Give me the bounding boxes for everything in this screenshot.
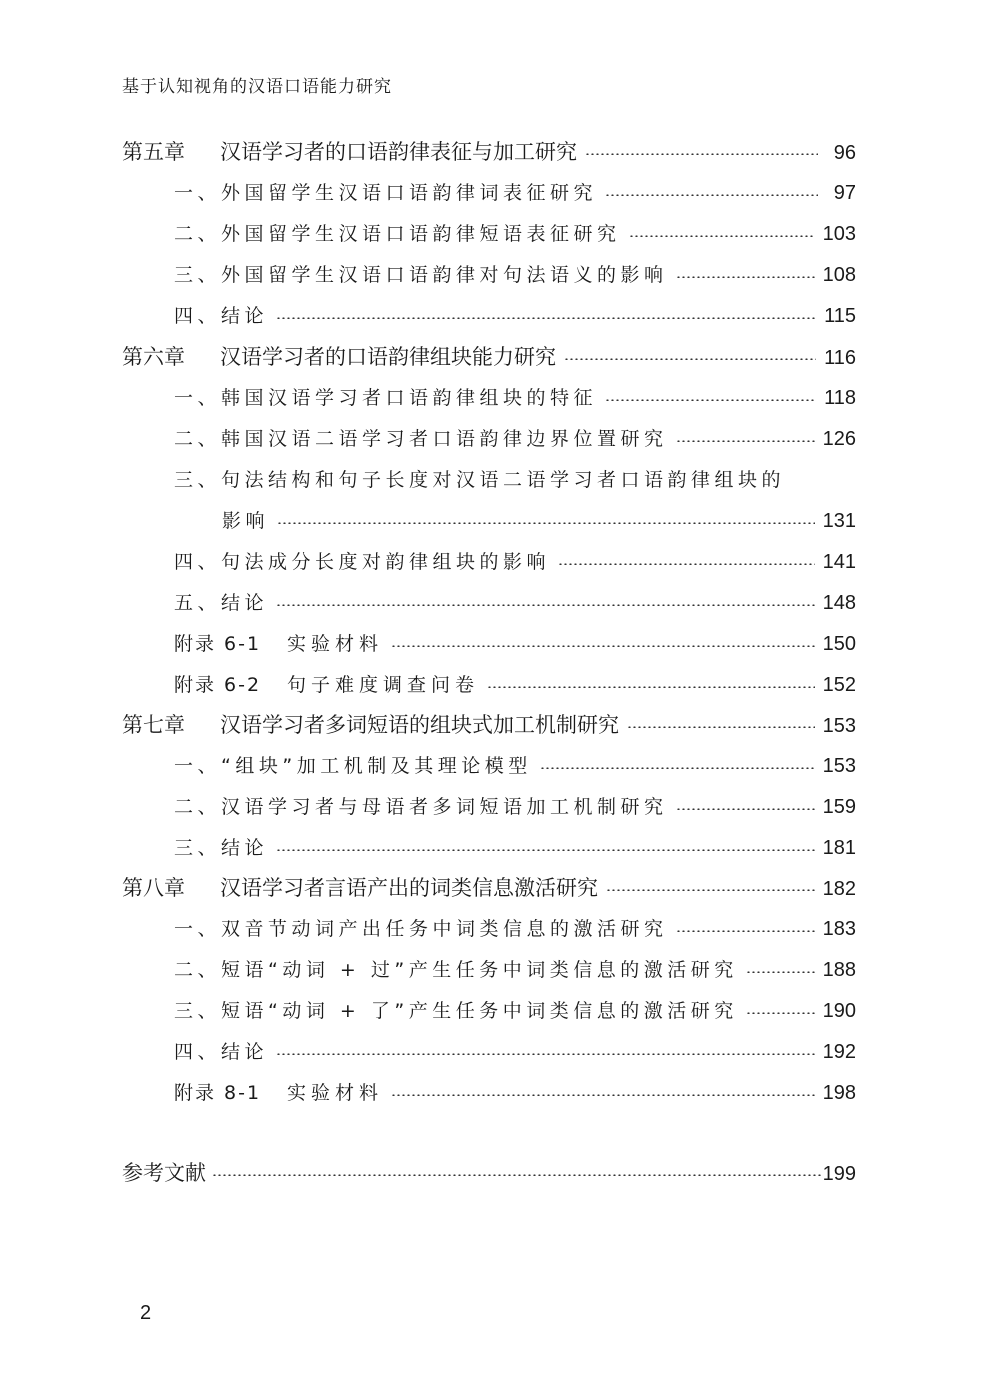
toc-entry[interactable]	[174, 1037, 856, 1067]
page-ref: 153	[822, 715, 856, 737]
entry-title: 句子难度调查问卷	[287, 674, 480, 696]
page-ref: 96	[833, 142, 856, 164]
dot-leader	[605, 194, 818, 196]
page-ref: 126	[822, 428, 856, 450]
entry-title: 汉语学习者与母语者多词短语加工机制研究	[221, 796, 668, 818]
entry-title: 结论	[221, 1041, 269, 1063]
dot-leader	[212, 1174, 821, 1176]
toc-entry-chapter-6[interactable]	[122, 342, 856, 372]
dot-leader	[487, 686, 815, 688]
entry-title: 实验材料	[287, 1082, 384, 1104]
page-ref: 115	[824, 305, 856, 327]
dot-leader	[276, 317, 816, 319]
section-number: 四、	[174, 551, 222, 573]
dot-leader	[676, 930, 815, 932]
toc-entry[interactable]	[174, 219, 856, 249]
entry-title: “组块”加工机制及其理论模型	[221, 755, 532, 777]
page-ref: 183	[822, 918, 856, 940]
page-ref: 108	[822, 264, 856, 286]
page-ref: 159	[822, 796, 856, 818]
section-number: 一、	[174, 755, 222, 777]
entry-title: 句法结构和句子长度对汉语二语学习者口语韵律组块的	[221, 469, 786, 491]
page-ref: 182	[822, 878, 856, 900]
toc-entry[interactable]	[174, 914, 856, 944]
page-ref: 192	[822, 1041, 856, 1063]
entry-title: 结论	[221, 305, 269, 327]
dot-leader	[558, 563, 815, 565]
toc-entry-multiline[interactable]	[174, 465, 814, 495]
chapter-number: 第八章	[122, 876, 185, 900]
entry-title: 结论	[221, 592, 269, 614]
page-ref: 148	[822, 592, 856, 614]
section-number: 一、	[174, 182, 222, 204]
page-ref: 198	[822, 1082, 856, 1104]
toc-entry[interactable]	[174, 178, 856, 208]
section-number: 一、	[174, 918, 222, 940]
entry-title: 结论	[221, 837, 269, 859]
page-ref: 103	[822, 223, 856, 245]
toc-entry-references[interactable]	[122, 1158, 856, 1188]
toc-entry-continuation[interactable]	[222, 506, 856, 536]
toc-entry[interactable]	[174, 383, 856, 413]
page-ref: 153	[822, 755, 856, 777]
entry-title: 外国留学生汉语口语韵律词表征研究	[221, 182, 598, 204]
chapter-number: 第七章	[122, 713, 185, 737]
page-number: 2	[140, 1302, 152, 1324]
dot-leader	[629, 235, 815, 237]
toc-entry[interactable]	[174, 955, 856, 985]
entry-title: 汉语学习者言语产出的词类信息激活研究	[220, 876, 598, 900]
section-number: 三、	[174, 469, 222, 491]
toc-entry[interactable]	[174, 996, 856, 1026]
section-number: 四、	[174, 1041, 222, 1063]
toc-entry[interactable]	[174, 792, 856, 822]
page-ref: 190	[822, 1000, 856, 1022]
page-ref: 118	[824, 387, 856, 409]
toc-entry-appendix[interactable]	[174, 670, 856, 700]
section-number: 四、	[174, 305, 222, 327]
section-number: 一、	[174, 387, 222, 409]
entry-title: 短语“动词 + 过”产生任务中词类信息的激活研究	[221, 959, 738, 981]
page-ref: 97	[833, 182, 856, 204]
dot-leader	[676, 808, 815, 810]
toc-entry-chapter-5[interactable]	[122, 137, 856, 167]
section-number: 二、	[174, 959, 222, 981]
entry-title: 韩国汉语二语学习者口语韵律边界位置研究	[221, 428, 668, 450]
page-ref: 141	[822, 551, 856, 573]
entry-title: 双音节动词产出任务中词类信息的激活研究	[221, 918, 668, 940]
toc-entry[interactable]	[174, 833, 856, 863]
dot-leader	[276, 604, 815, 606]
page-ref: 150	[822, 633, 856, 655]
entry-title: 汉语学习者多词短语的组块式加工机制研究	[220, 713, 619, 737]
page-ref: 199	[822, 1163, 856, 1185]
dot-leader	[276, 849, 815, 851]
toc-entry[interactable]	[174, 260, 856, 290]
section-number: 五、	[174, 592, 222, 614]
page-ref: 181	[822, 837, 856, 859]
entry-title: 外国留学生汉语口语韵律对句法语义的影响	[221, 264, 668, 286]
dot-leader	[391, 1094, 815, 1096]
chapter-number: 第六章	[122, 345, 185, 369]
dot-leader	[676, 440, 815, 442]
running-header: 基于认知视角的汉语口语能力研究	[122, 77, 392, 97]
section-number: 三、	[174, 1000, 222, 1022]
toc-entry[interactable]	[174, 424, 856, 454]
toc-entry[interactable]	[174, 301, 856, 331]
dot-leader	[605, 399, 816, 401]
dot-leader	[277, 522, 815, 524]
dot-leader	[746, 971, 815, 973]
appendix-number: 附录 6-2	[174, 674, 262, 696]
entry-title-continued: 影响	[222, 510, 270, 532]
section-number: 三、	[174, 837, 222, 859]
toc-entry[interactable]	[174, 751, 856, 781]
dot-leader	[564, 358, 816, 360]
toc-entry-appendix[interactable]	[174, 629, 856, 659]
section-number: 二、	[174, 428, 222, 450]
dot-leader	[391, 645, 815, 647]
entry-title: 韩国汉语学习者口语韵律组块的特征	[221, 387, 598, 409]
page-ref: 131	[822, 510, 856, 532]
entry-title: 参考文献	[122, 1161, 206, 1185]
dot-leader	[606, 889, 815, 891]
entry-title: 汉语学习者的口语韵律组块能力研究	[220, 345, 556, 369]
chapter-number: 第五章	[122, 140, 185, 164]
toc-entry[interactable]	[174, 547, 856, 577]
toc-entry-chapter-7[interactable]	[122, 710, 856, 740]
toc-entry-chapter-8[interactable]	[122, 873, 856, 903]
toc-entry-appendix[interactable]	[174, 1078, 856, 1108]
section-number: 二、	[174, 223, 222, 245]
entry-title: 实验材料	[287, 633, 384, 655]
entry-title: 短语“动词 + 了”产生任务中词类信息的激活研究	[221, 1000, 738, 1022]
dot-leader	[676, 276, 815, 278]
dot-leader	[585, 153, 818, 155]
dot-leader	[540, 767, 815, 769]
entry-title: 句法成分长度对韵律组块的影响	[221, 551, 551, 573]
page-ref: 188	[822, 959, 856, 981]
entry-title: 外国留学生汉语口语韵律短语表征研究	[221, 223, 621, 245]
dot-leader	[627, 726, 815, 728]
section-number: 三、	[174, 264, 222, 286]
appendix-number: 附录 8-1	[174, 1082, 262, 1104]
appendix-number: 附录 6-1	[174, 633, 262, 655]
entry-title: 汉语学习者的口语韵律表征与加工研究	[220, 140, 577, 164]
page-ref: 152	[822, 674, 856, 696]
toc-entry[interactable]	[174, 588, 856, 618]
section-number: 二、	[174, 796, 222, 818]
page-ref: 116	[824, 347, 856, 369]
dot-leader	[276, 1053, 815, 1055]
dot-leader	[746, 1012, 815, 1014]
